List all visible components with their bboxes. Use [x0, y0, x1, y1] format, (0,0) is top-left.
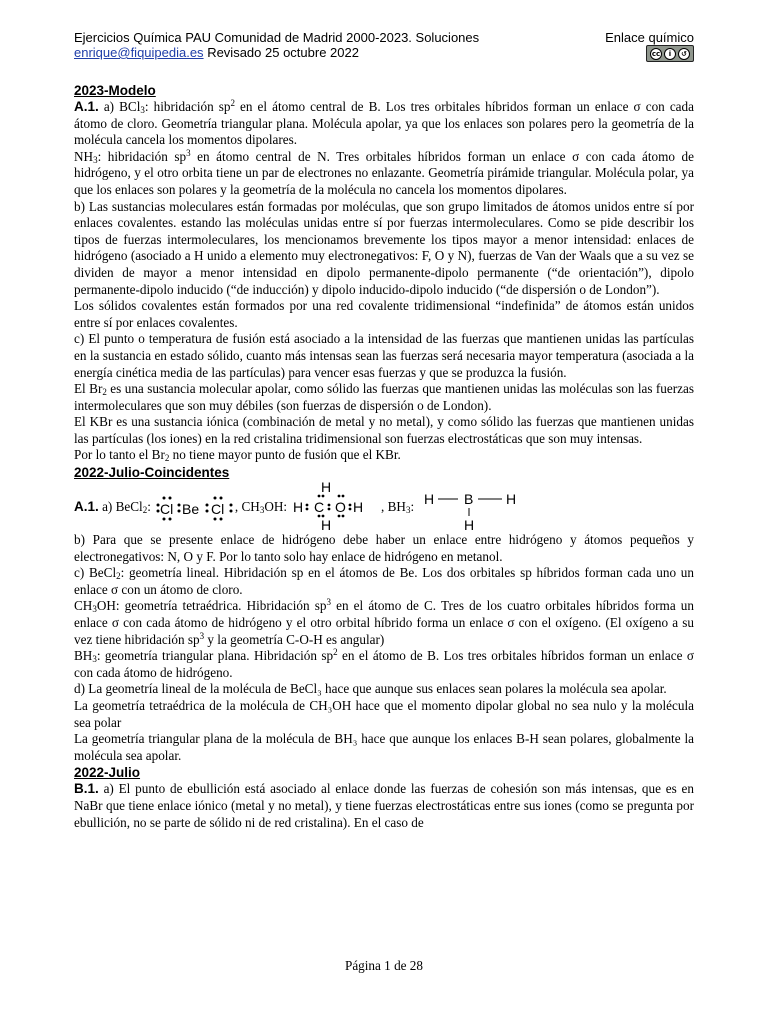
svg-text:O: O — [335, 499, 346, 516]
paragraph: d) La geometría lineal de la molécula de BeCl₃ hace que aunque sus enlaces sean polares la molécula sea apolar. — [74, 681, 667, 697]
section-heading: 2023-Modelo — [74, 83, 156, 98]
paragraph: El KBr es una sustancia iónica (combinación de metal y no metal), y como sólido las fuerzas que mantienen unidas las partículas (los iones) en la red cristalina tridimensional son fuerzas electrostáticas que son muy intensas. — [74, 414, 694, 446]
author-email-link[interactable]: enrique@fiquipedia.es — [74, 45, 204, 60]
svg-text:C: C — [314, 499, 325, 516]
svg-text:Cl: Cl — [210, 501, 225, 518]
svg-text:H: H — [353, 499, 364, 516]
svg-text:B: B — [464, 491, 474, 508]
question-label: A.1. — [74, 498, 99, 514]
paragraph: $CH_3OH$: geometría tetraédrica. Hibridación $sp^3$ en el átomo de C. Tres de los cuatro orbitales híbridos forma un enlace σ con cada átomo de hidrógeno y el otro orbital híbrido forma un enlace σ con el oxígeno. (El oxígeno a su vez tiene hibridación $sp^3$ y la geometría C-O-H es angular) — [74, 597, 694, 647]
section-heading: 2022-Julio — [74, 765, 141, 781]
page-header — [74, 30, 694, 62]
paragraph: A.1. a) BCl$_3$: hibridación $sp^2$ en el átomo central de B. Los tres orbitales híbridos forman un enlace σ con cada átomo de cloro. Geometría triangular plana. Molécula apolar, ya que los enlaces son polares pero la geometría de la molécula cancela los momentos dipolares. — [74, 98, 694, 148]
paragraph: El $Br_2$ es una sustancia molecular apolar, como sólido las fuerzas que mantienen unidas las moléculas son las fuerzas intermoleculares que son muy débiles (son fuerzas de dispersión o de London). — [74, 381, 694, 413]
ch3oh-lewis-structure — [291, 482, 381, 532]
paragraph: $BH_3$: geometría triangular plana. Hibridación $sp^2$ en el átomo de B. Los tres orbitales híbridos forman un enlace σ con cada átomo de hidrógeno. — [74, 647, 694, 680]
paragraph: c) El punto o temperatura de fusión está asociado a la intensidad de las fuerzas que mantienen unidas las partículas en la sustancia en estado sólido, cuanto más intensas sean las fuerzas será necesaria mayor temperatura (asociada a la energía cinética media de las partículas) para vencer esas fuerzas y que se produzca la fusión. — [74, 331, 694, 380]
svg-text:H: H — [293, 499, 304, 516]
svg-text:H: H — [321, 517, 332, 533]
paragraph: Los sólidos covalentes están formados por una red covalente tridimensional “indefinida” de átomos están unidos entre sí por enlaces covalentes. — [74, 298, 694, 330]
document-topic: Enlace químico — [605, 30, 694, 45]
question-label: B.1. — [74, 781, 99, 797]
lewis-structures-row: A.1. a) BeCl$_2$: Cl Be Cl , $CH_3OH$: H H C O H H , $BH_3$: H B H H — [74, 482, 694, 532]
document-title: Ejercicios Química PAU Comunidad de Madrid 2000-2023. Soluciones — [74, 30, 480, 45]
bh3-structure — [422, 482, 532, 532]
svg-text:Cl: Cl — [159, 501, 174, 518]
page-footer: Página 1 de 28 — [344, 958, 423, 973]
svg-text:H: H — [464, 517, 475, 533]
document-body — [74, 82, 694, 831]
svg-text:Be: Be — [181, 501, 200, 518]
paragraph: La geometría triangular plana de la molécula de BH₃ hace que aunque los enlaces B-H sean polares, globalmente la molécula sea apolar. — [74, 731, 694, 763]
paragraph: Por lo tanto el $Br_2$ no tiene mayor punto de fusión que el KBr. — [74, 447, 401, 464]
svg-text:H: H — [424, 491, 435, 508]
revision-date: Revisado 25 octubre 2022 — [207, 45, 359, 60]
question-label: A.1. — [74, 99, 99, 114]
paragraph: c) BeCl$_2$: geometría lineal. Hibridación sp en el átomos de Be. Los dos orbitales sp híbridos forman cada uno un enlace σ con un átomo de cloro. — [74, 565, 694, 597]
svg-text:H: H — [506, 491, 517, 508]
paragraph: b) Para que se presente enlace de hidrógeno debe haber un enlace entre hidrógeno y átomos pequeños y electronegativos: N, O y F. Por lo tanto solo hay enlace de hidrógeno en metanol. — [74, 532, 694, 564]
paragraph: B.1. a) El punto de ebullición está asociado al enlace donde las fuerzas de cohesión son más intensas, que es en NaBr que tiene enlace iónico (metal y no metal), y tiene fuerzas electrostáticas entre sus iones (como se pregunta por ebullición, no se parte de sólido ni de red cristalina). En el caso de — [74, 781, 694, 830]
becl2-lewis-structure — [155, 487, 235, 527]
paragraph: b) Las sustancias moleculares están formadas por moléculas, que son grupo limitados de átomos unidos entre sí por enlaces covalentes. estando las moléculas unidas entre sí por fuerzas intermoleculares. Como se pide describir los tipos de fuerzas intermoleculares, los mencionamos brevemente los tipos mayor a menor intensidad: enlaces de hidrógeno (asociado a H unido a elemento muy electronegativos: F, O y N), fuerzas de Van der Waals que a su vez se dividen de mayor a menor intensidad en dipolo permanente-dipolo permanente (“de orientación”), dipolo permanente-dipolo inducido (“de inducción) y dipolo inducido-dipolo inducido (“de dispersión o de London”). — [74, 198, 694, 297]
paragraph: La geometría tetraédrica de la molécula de CH₃OH hace que el momento dipolar global no sea nulo y la molécula sea polar — [74, 698, 694, 730]
section-heading: 2022-Julio-Coincidentes — [74, 465, 230, 481]
paragraph: $NH_3$: hibridación $sp^3$ en átomo central de N. Tres orbitales híbridos forman un enlace σ con cada átomo de hidrógeno, y el otro orbita tiene un par de electrones no enlazante. Geometría pirámide triangular. Molécula polar, ya que los enlaces son polares y la geometría de la molécula no cancela los momentos dipolares. — [74, 147, 694, 197]
svg-text:H: H — [321, 482, 332, 496]
cc-by-sa-icon[interactable]: cc i ↺ — [646, 45, 694, 62]
